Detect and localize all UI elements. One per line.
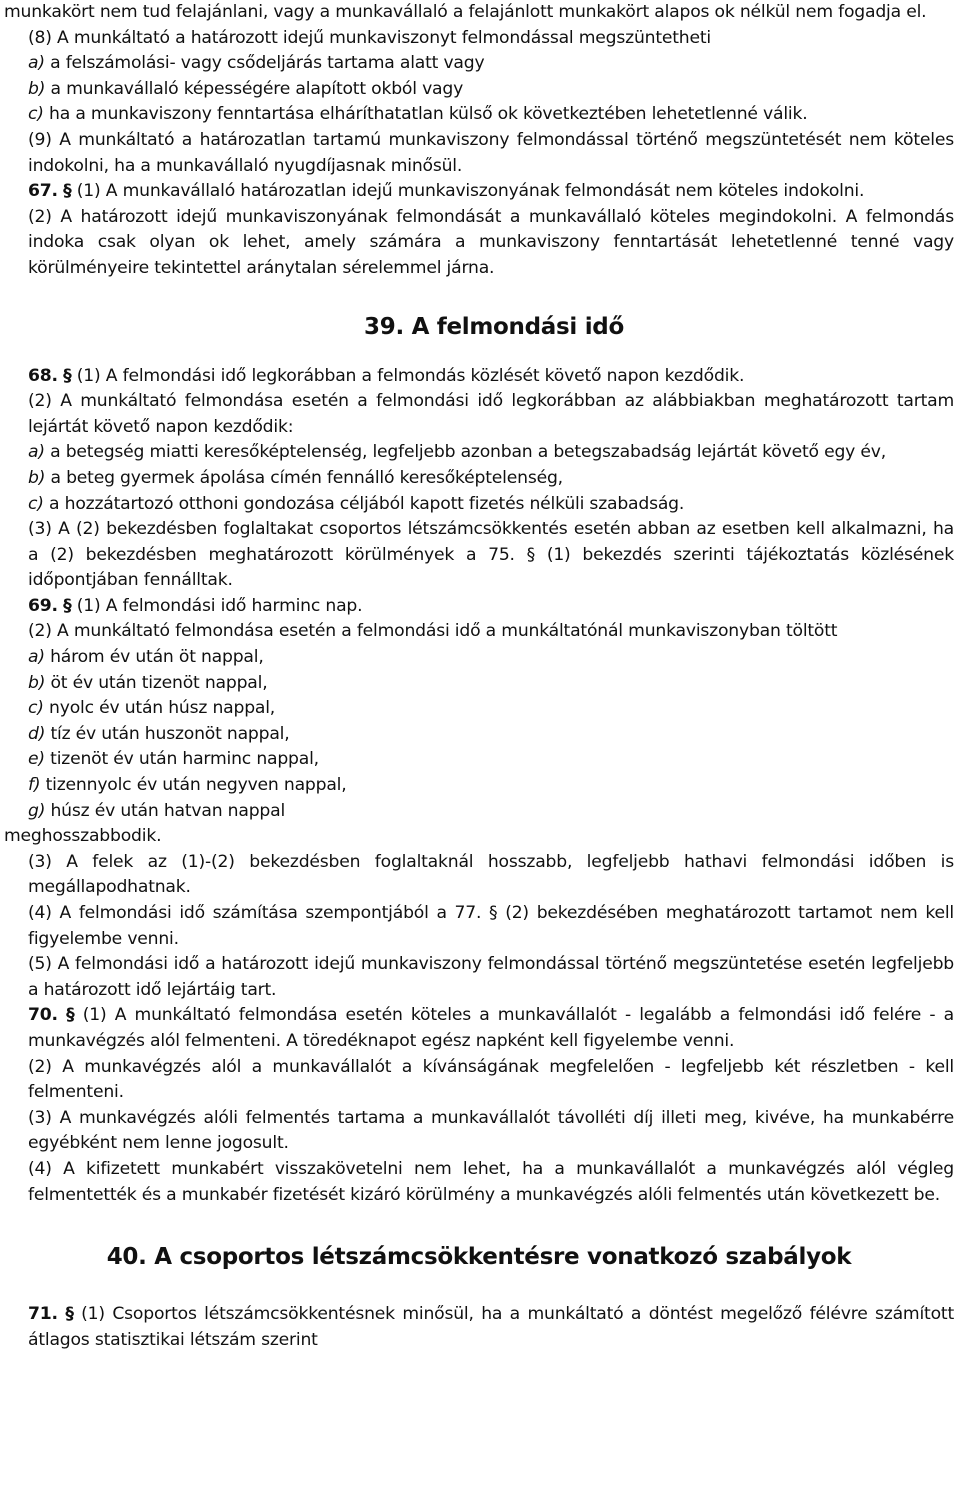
paragraph [4,773,954,799]
point-marker: e) [28,749,45,770]
point-marker: a) [28,53,45,74]
paragraph [4,1157,954,1208]
point-marker: a) [28,442,45,463]
paragraph-text: munkakört nem tud felajánlani, vagy a munkavállaló a felajánlott munkakört alapos ok nélkül nem fogadja el. [4,2,927,22]
paragraph [4,671,954,697]
paragraph [4,517,954,594]
section-termination-continued [4,0,954,282]
section-collective-redundancy [4,1302,954,1353]
paragraph [4,389,954,440]
paragraph [4,179,954,205]
paragraph-text: (3) A felek az (1)-(2) bekezdésben foglaltaknál hosszabb, legfeljebb hathavi felmondási időben is megállapodhatnak. [28,851,954,898]
paragraph-number: 68. [28,365,58,386]
paragraph-text: (2) A munkavégzés alól a munkavállalót a kívánságának megfelelően - legfeljebb két részletben - kell felmenteni. [28,1056,954,1103]
paragraph-text: (2) A határozott idejű munkaviszonyának felmondását a munkavállaló köteles megindokolni. A felmondás indoka csak olyan ok lehet, amely számára a munkaviszony fenntartását lehetetlenné tenné vagy körülményeire tekintettel aránytalan sérelemmel járna. [28,206,954,278]
paragraph [4,594,954,620]
paragraph [4,102,954,128]
section-sign: § [63,365,72,386]
paragraph [4,466,954,492]
paragraph-text: ha a munkaviszony fenntartása elháríthatatlan külső ok következtében lehetetlenné válik. [43,104,808,125]
paragraph [4,1003,954,1054]
paragraph-text: meghosszabbodik. [4,826,162,847]
paragraph [4,645,954,671]
section-sign: § [65,1304,74,1325]
paragraph-text: (3) A (2) bekezdésben foglaltakat csoportos létszámcsökkentés esetén abban az esetben kell alkalmazni, ha a (2) bekezdésben meghatározott körülmények a 75. § (1) bekezdés szerinti tájékoztatás közlésének időpontjában fennálltak. [28,519,954,591]
point-marker: b) [28,78,46,99]
point-marker: c) [28,104,44,125]
paragraph-text: (2) A munkáltató felmondása esetén a felmondási idő legkorábban az alábbiakban meghatározott tartam lejártát követő napon kezdődik: [28,391,954,437]
paragraph [4,722,954,748]
chapter-heading-39: 39. A felmondási idő [364,313,624,340]
paragraph [4,51,954,77]
paragraph [4,696,954,722]
paragraph-text: (1) Csoportos létszámcsökkentésnek minősül, ha a munkáltató a döntést megelőző félévre számított átlagos statisztikai létszám szerint [28,1304,954,1350]
paragraph [4,26,954,52]
section-notice-period [4,364,954,1209]
point-marker: c) [28,493,44,514]
paragraph [4,1106,954,1157]
paragraph-number: 67. [28,181,58,202]
paragraph-text: húsz év után hatvan nappal [45,800,286,821]
chapter-heading-40: 40. A csoportos létszámcsökkentésre vonatkozó szabályok [106,1244,852,1271]
paragraph [4,1055,954,1106]
paragraph-text: (1) A felmondási idő legkorábban a felmondás közlését követő napon kezdődik. [71,365,745,386]
section-sign: § [63,595,72,616]
paragraph-text: (8) A munkáltató a határozott idejű munkaviszonyt felmondással megszüntetheti [28,27,711,48]
paragraph-text: három év után öt nappal, [44,647,264,668]
paragraph-text: (9) A munkáltató a határozatlan tartamú munkaviszony felmondással történő megszüntetését nem köteles indokolni, ha a munkavállaló nyugdíjasnak minősül. [28,129,954,176]
paragraph-text: öt év után tizenöt nappal, [45,672,268,693]
point-marker: f) [28,775,41,796]
paragraph [4,440,954,466]
paragraph [4,824,954,850]
paragraph [4,492,954,518]
paragraph-number: 71. [28,1304,58,1325]
paragraph [4,901,954,952]
point-marker: g) [28,800,46,821]
paragraph [4,364,954,390]
paragraph-text: tizenöt év után harminc nappal, [44,749,319,770]
point-marker: d) [28,723,46,744]
paragraph [4,747,954,773]
paragraph-text: (1) A munkavállaló határozatlan idejű munkaviszonyának felmondását nem köteles indokolni. [71,181,865,202]
paragraph [4,128,954,179]
paragraph [4,0,954,26]
paragraph-text: (1) A munkáltató felmondása esetén köteles a munkavállalót - legalább a felmondási idő felére - a munkavégzés alól felmenteni. A töredéknapot egész napként kell figyelembe venni. [28,1005,955,1051]
paragraph [4,799,954,825]
paragraph [4,1302,954,1353]
section-sign: § [66,1005,75,1026]
paragraph [4,619,954,645]
paragraph-number: 69. [28,595,58,616]
paragraph-text: nyolc év után húsz nappal, [43,698,276,719]
paragraph-text: (4) A felmondási idő számítása szempontjából a 77. § (2) bekezdésében meghatározott tartamot nem kell figyelembe venni. [28,903,954,949]
paragraph-text: a munkavállaló képességére alapított okból vagy [45,78,464,99]
paragraph [4,952,954,1003]
paragraph-text: tíz év után huszonöt nappal, [45,723,290,744]
paragraph-number: 70. [28,1005,58,1026]
section-sign: § [63,181,72,202]
paragraph-text: a beteg gyermek ápolása címén fennálló keresőképtelenség, [45,467,563,488]
paragraph-text: a felszámolási- vagy csődeljárás tartama alatt vagy [44,53,485,74]
paragraph-text: (2) A munkáltató felmondása esetén a felmondási idő a munkáltatónál munkaviszonyban töltött [28,621,838,642]
point-marker: a) [28,647,45,668]
paragraph [4,205,954,282]
point-marker: b) [28,467,46,488]
paragraph-text: (5) A felmondási idő a határozott idejű munkaviszony felmondással történő megszüntetése esetén legfeljebb a határozott idő lejártáig tart. [28,954,954,1000]
paragraph [4,850,954,901]
paragraph-text: a hozzátartozó otthoni gondozása céljából kapott fizetés nélküli szabadság. [43,493,685,514]
point-marker: b) [28,672,46,693]
paragraph-text: a betegség miatti keresőképtelenség, legfeljebb azonban a betegszabadság lejártát követő egy év, [44,442,887,463]
point-marker: c) [28,698,44,719]
paragraph-text: (1) A felmondási idő harminc nap. [71,595,363,616]
paragraph-text: (3) A munkavégzés alóli felmentés tartama a munkavállalót távolléti díj illeti meg, kivéve, ha munkabérre egyébként nem lenne jogosult. [28,1107,954,1154]
paragraph [4,77,954,103]
paragraph-text: tizennyolc év után negyven nappal, [40,775,347,796]
paragraph-text: (4) A kifizetett munkabért visszakövetelni nem lehet, ha a munkavállalót a munkavégzés alól végleg felmentették és a munkabér fizetését kizáró körülmény a munkavégzés alóli felmentés után következett be. [28,1158,954,1205]
